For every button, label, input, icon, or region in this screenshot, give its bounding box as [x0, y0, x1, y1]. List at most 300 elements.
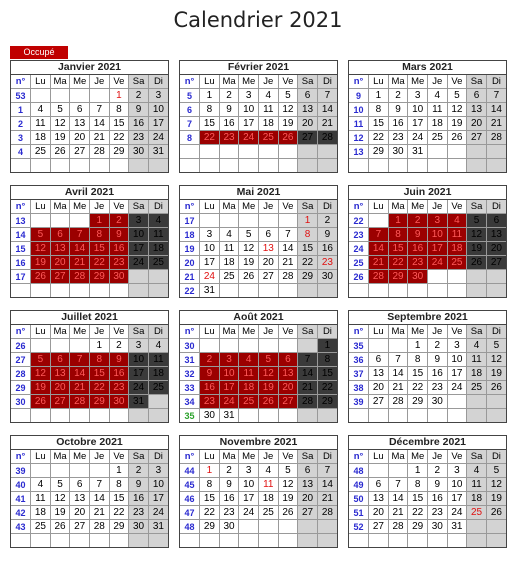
- day-cell[interactable]: 8: [298, 228, 318, 242]
- day-cell[interactable]: 19: [486, 367, 506, 381]
- day-cell[interactable]: 5: [486, 339, 506, 353]
- day-cell[interactable]: 10: [239, 103, 259, 117]
- day-cell[interactable]: 21: [70, 256, 90, 270]
- day-cell[interactable]: 25: [447, 256, 467, 270]
- day-cell[interactable]: 29: [298, 270, 318, 284]
- day-cell[interactable]: 17: [148, 117, 168, 131]
- day-cell[interactable]: 4: [428, 89, 448, 103]
- day-cell[interactable]: 15: [200, 117, 220, 131]
- day-cell[interactable]: 27: [467, 131, 487, 145]
- day-cell[interactable]: 28: [317, 131, 337, 145]
- day-cell[interactable]: 8: [408, 353, 428, 367]
- day-cell[interactable]: 21: [369, 256, 389, 270]
- day-cell[interactable]: 6: [50, 228, 70, 242]
- day-cell[interactable]: 24: [148, 506, 168, 520]
- day-cell[interactable]: 2: [129, 464, 149, 478]
- day-cell[interactable]: 22: [200, 131, 220, 145]
- day-cell[interactable]: 24: [408, 131, 428, 145]
- day-cell[interactable]: 2: [109, 339, 129, 353]
- day-cell[interactable]: 26: [50, 145, 70, 159]
- day-cell[interactable]: 5: [31, 353, 51, 367]
- day-cell[interactable]: 6: [70, 103, 90, 117]
- day-cell[interactable]: 1: [109, 89, 129, 103]
- day-cell[interactable]: 5: [31, 228, 51, 242]
- day-cell[interactable]: 28: [388, 395, 408, 409]
- day-cell[interactable]: 13: [467, 103, 487, 117]
- day-cell[interactable]: 30: [200, 409, 220, 423]
- day-cell[interactable]: 30: [129, 520, 149, 534]
- day-cell[interactable]: 31: [148, 145, 168, 159]
- day-cell[interactable]: 4: [259, 464, 279, 478]
- day-cell[interactable]: 15: [109, 117, 129, 131]
- day-cell[interactable]: 19: [486, 492, 506, 506]
- day-cell[interactable]: 28: [278, 270, 298, 284]
- day-cell[interactable]: 24: [239, 506, 259, 520]
- day-cell[interactable]: 30: [129, 145, 149, 159]
- day-cell[interactable]: 26: [31, 270, 51, 284]
- day-cell[interactable]: 20: [369, 506, 389, 520]
- day-cell[interactable]: 13: [369, 492, 389, 506]
- day-cell[interactable]: 26: [31, 395, 51, 409]
- day-cell[interactable]: 25: [219, 270, 239, 284]
- day-cell[interactable]: 4: [219, 228, 239, 242]
- day-cell[interactable]: 5: [278, 89, 298, 103]
- day-cell[interactable]: 31: [447, 520, 467, 534]
- day-cell[interactable]: 10: [239, 478, 259, 492]
- day-cell[interactable]: 2: [428, 339, 448, 353]
- day-cell[interactable]: 30: [408, 270, 428, 284]
- day-cell[interactable]: 12: [31, 367, 51, 381]
- day-cell[interactable]: 24: [148, 131, 168, 145]
- day-cell[interactable]: 14: [317, 478, 337, 492]
- day-cell[interactable]: 16: [317, 242, 337, 256]
- day-cell[interactable]: 28: [90, 145, 110, 159]
- day-cell[interactable]: 11: [31, 117, 51, 131]
- day-cell[interactable]: 28: [317, 506, 337, 520]
- day-cell[interactable]: 7: [369, 228, 389, 242]
- day-cell[interactable]: 4: [31, 478, 51, 492]
- day-cell[interactable]: 1: [298, 214, 318, 228]
- day-cell[interactable]: 24: [129, 256, 149, 270]
- day-cell[interactable]: 5: [50, 478, 70, 492]
- day-cell[interactable]: 14: [298, 367, 318, 381]
- day-cell[interactable]: 3: [447, 464, 467, 478]
- day-cell[interactable]: 27: [259, 270, 279, 284]
- day-cell[interactable]: 3: [129, 339, 149, 353]
- day-cell[interactable]: 9: [129, 478, 149, 492]
- day-cell[interactable]: 25: [148, 381, 168, 395]
- day-cell[interactable]: 19: [467, 242, 487, 256]
- day-cell[interactable]: 6: [467, 89, 487, 103]
- day-cell[interactable]: 27: [298, 506, 318, 520]
- day-cell[interactable]: 19: [239, 256, 259, 270]
- day-cell[interactable]: 5: [467, 214, 487, 228]
- day-cell[interactable]: 9: [388, 103, 408, 117]
- day-cell[interactable]: 28: [298, 395, 318, 409]
- day-cell[interactable]: 17: [219, 381, 239, 395]
- day-cell[interactable]: 29: [109, 520, 129, 534]
- day-cell[interactable]: 17: [129, 242, 149, 256]
- day-cell[interactable]: 16: [219, 117, 239, 131]
- day-cell[interactable]: 13: [70, 117, 90, 131]
- day-cell[interactable]: 20: [50, 381, 70, 395]
- day-cell[interactable]: 18: [31, 506, 51, 520]
- day-cell[interactable]: 15: [317, 367, 337, 381]
- day-cell[interactable]: 21: [90, 131, 110, 145]
- day-cell[interactable]: 2: [388, 89, 408, 103]
- day-cell[interactable]: 30: [428, 395, 448, 409]
- day-cell[interactable]: 21: [298, 381, 318, 395]
- day-cell[interactable]: 1: [90, 214, 110, 228]
- day-cell[interactable]: 14: [486, 103, 506, 117]
- day-cell[interactable]: 24: [129, 381, 149, 395]
- day-cell[interactable]: 13: [50, 367, 70, 381]
- day-cell[interactable]: 6: [298, 89, 318, 103]
- day-cell[interactable]: 21: [90, 506, 110, 520]
- day-cell[interactable]: 25: [428, 131, 448, 145]
- day-cell[interactable]: 17: [408, 117, 428, 131]
- day-cell[interactable]: 25: [148, 256, 168, 270]
- day-cell[interactable]: 3: [239, 89, 259, 103]
- day-cell[interactable]: 13: [259, 242, 279, 256]
- day-cell[interactable]: 10: [408, 103, 428, 117]
- day-cell[interactable]: 11: [467, 353, 487, 367]
- day-cell[interactable]: 16: [428, 367, 448, 381]
- day-cell[interactable]: 12: [447, 103, 467, 117]
- day-cell[interactable]: 8: [369, 103, 389, 117]
- day-cell[interactable]: 7: [70, 228, 90, 242]
- day-cell[interactable]: 30: [428, 520, 448, 534]
- day-cell[interactable]: 28: [70, 270, 90, 284]
- day-cell[interactable]: 15: [408, 367, 428, 381]
- day-cell[interactable]: 12: [278, 103, 298, 117]
- day-cell[interactable]: 13: [298, 103, 318, 117]
- day-cell[interactable]: 29: [388, 270, 408, 284]
- day-cell[interactable]: 29: [369, 145, 389, 159]
- day-cell[interactable]: 29: [317, 395, 337, 409]
- day-cell[interactable]: 18: [31, 131, 51, 145]
- day-cell[interactable]: 23: [428, 381, 448, 395]
- day-cell[interactable]: 11: [31, 492, 51, 506]
- day-cell[interactable]: 22: [317, 381, 337, 395]
- day-cell[interactable]: 4: [467, 339, 487, 353]
- day-cell[interactable]: 18: [259, 492, 279, 506]
- day-cell[interactable]: 15: [388, 242, 408, 256]
- day-cell[interactable]: 30: [388, 145, 408, 159]
- day-cell[interactable]: 28: [388, 520, 408, 534]
- day-cell[interactable]: 16: [408, 242, 428, 256]
- day-cell[interactable]: 20: [467, 117, 487, 131]
- day-cell[interactable]: 26: [278, 131, 298, 145]
- day-cell[interactable]: 11: [148, 353, 168, 367]
- day-cell[interactable]: 25: [239, 395, 259, 409]
- day-cell[interactable]: 3: [148, 464, 168, 478]
- day-cell[interactable]: 19: [278, 117, 298, 131]
- day-cell[interactable]: 18: [428, 117, 448, 131]
- day-cell[interactable]: 3: [129, 214, 149, 228]
- day-cell[interactable]: 26: [278, 506, 298, 520]
- day-cell[interactable]: 6: [298, 464, 318, 478]
- day-cell[interactable]: 18: [467, 367, 487, 381]
- day-cell[interactable]: 21: [317, 492, 337, 506]
- day-cell[interactable]: 19: [259, 381, 279, 395]
- day-cell[interactable]: 14: [70, 242, 90, 256]
- day-cell[interactable]: 30: [317, 270, 337, 284]
- day-cell[interactable]: 11: [259, 478, 279, 492]
- day-cell[interactable]: 3: [428, 214, 448, 228]
- day-cell[interactable]: 6: [278, 353, 298, 367]
- day-cell[interactable]: 11: [259, 103, 279, 117]
- day-cell[interactable]: 26: [467, 256, 487, 270]
- day-cell[interactable]: 7: [486, 89, 506, 103]
- day-cell[interactable]: 22: [109, 131, 129, 145]
- day-cell[interactable]: 6: [50, 353, 70, 367]
- day-cell[interactable]: 12: [239, 242, 259, 256]
- day-cell[interactable]: 11: [428, 103, 448, 117]
- day-cell[interactable]: 22: [388, 256, 408, 270]
- day-cell[interactable]: 4: [148, 339, 168, 353]
- day-cell[interactable]: 4: [259, 89, 279, 103]
- day-cell[interactable]: 1: [90, 339, 110, 353]
- day-cell[interactable]: 9: [109, 353, 129, 367]
- day-cell[interactable]: 9: [219, 478, 239, 492]
- day-cell[interactable]: 23: [109, 381, 129, 395]
- day-cell[interactable]: 26: [50, 520, 70, 534]
- day-cell[interactable]: 14: [90, 492, 110, 506]
- day-cell[interactable]: 18: [447, 242, 467, 256]
- day-cell[interactable]: 22: [90, 256, 110, 270]
- day-cell[interactable]: 17: [239, 117, 259, 131]
- day-cell[interactable]: 14: [90, 117, 110, 131]
- day-cell[interactable]: 18: [467, 492, 487, 506]
- day-cell[interactable]: 23: [408, 256, 428, 270]
- day-cell[interactable]: 26: [239, 270, 259, 284]
- day-cell[interactable]: 16: [428, 492, 448, 506]
- day-cell[interactable]: 20: [50, 256, 70, 270]
- day-cell[interactable]: 19: [447, 117, 467, 131]
- day-cell[interactable]: 12: [278, 478, 298, 492]
- day-cell[interactable]: 2: [428, 464, 448, 478]
- day-cell[interactable]: 26: [486, 381, 506, 395]
- day-cell[interactable]: 23: [388, 131, 408, 145]
- day-cell[interactable]: 25: [259, 131, 279, 145]
- day-cell[interactable]: 14: [388, 492, 408, 506]
- day-cell[interactable]: 21: [278, 256, 298, 270]
- day-cell[interactable]: 24: [239, 131, 259, 145]
- day-cell[interactable]: 17: [129, 367, 149, 381]
- day-cell[interactable]: 8: [408, 478, 428, 492]
- day-cell[interactable]: 5: [50, 103, 70, 117]
- day-cell[interactable]: 10: [200, 242, 220, 256]
- day-cell[interactable]: 31: [129, 395, 149, 409]
- day-cell[interactable]: 6: [70, 478, 90, 492]
- day-cell[interactable]: 27: [50, 395, 70, 409]
- day-cell[interactable]: 1: [200, 89, 220, 103]
- day-cell[interactable]: 16: [129, 117, 149, 131]
- day-cell[interactable]: 23: [219, 506, 239, 520]
- day-cell[interactable]: 21: [388, 381, 408, 395]
- day-cell[interactable]: 4: [148, 214, 168, 228]
- day-cell[interactable]: 16: [219, 492, 239, 506]
- day-cell[interactable]: 3: [447, 339, 467, 353]
- day-cell[interactable]: 16: [109, 367, 129, 381]
- day-cell[interactable]: 10: [428, 228, 448, 242]
- day-cell[interactable]: 6: [259, 228, 279, 242]
- day-cell[interactable]: 2: [408, 214, 428, 228]
- day-cell[interactable]: 5: [278, 464, 298, 478]
- day-cell[interactable]: 12: [50, 492, 70, 506]
- day-cell[interactable]: 9: [428, 353, 448, 367]
- day-cell[interactable]: 24: [447, 381, 467, 395]
- day-cell[interactable]: 5: [486, 464, 506, 478]
- day-cell[interactable]: 8: [109, 103, 129, 117]
- day-cell[interactable]: 13: [369, 367, 389, 381]
- day-cell[interactable]: 17: [447, 367, 467, 381]
- day-cell[interactable]: 9: [129, 103, 149, 117]
- day-cell[interactable]: 9: [219, 103, 239, 117]
- day-cell[interactable]: 6: [369, 478, 389, 492]
- day-cell[interactable]: 20: [259, 256, 279, 270]
- day-cell[interactable]: 3: [148, 89, 168, 103]
- day-cell[interactable]: 18: [219, 256, 239, 270]
- day-cell[interactable]: 18: [259, 117, 279, 131]
- day-cell[interactable]: 23: [219, 131, 239, 145]
- day-cell[interactable]: 26: [259, 395, 279, 409]
- day-cell[interactable]: 29: [109, 145, 129, 159]
- day-cell[interactable]: 12: [486, 353, 506, 367]
- day-cell[interactable]: 6: [369, 353, 389, 367]
- day-cell[interactable]: 8: [109, 478, 129, 492]
- day-cell[interactable]: 4: [239, 353, 259, 367]
- day-cell[interactable]: 15: [200, 492, 220, 506]
- day-cell[interactable]: 23: [200, 395, 220, 409]
- day-cell[interactable]: 9: [200, 367, 220, 381]
- day-cell[interactable]: 17: [148, 492, 168, 506]
- day-cell[interactable]: 22: [408, 506, 428, 520]
- day-cell[interactable]: 11: [219, 242, 239, 256]
- day-cell[interactable]: 27: [369, 520, 389, 534]
- day-cell[interactable]: 23: [109, 256, 129, 270]
- day-cell[interactable]: 27: [298, 131, 318, 145]
- day-cell[interactable]: 24: [200, 270, 220, 284]
- day-cell[interactable]: 6: [486, 214, 506, 228]
- day-cell[interactable]: 2: [219, 89, 239, 103]
- day-cell[interactable]: 10: [447, 478, 467, 492]
- day-cell[interactable]: 7: [317, 89, 337, 103]
- day-cell[interactable]: 21: [486, 117, 506, 131]
- day-cell[interactable]: 28: [486, 131, 506, 145]
- day-cell[interactable]: 22: [369, 131, 389, 145]
- day-cell[interactable]: 14: [317, 103, 337, 117]
- day-cell[interactable]: 7: [388, 478, 408, 492]
- day-cell[interactable]: 18: [148, 367, 168, 381]
- day-cell[interactable]: 5: [239, 228, 259, 242]
- day-cell[interactable]: 2: [129, 89, 149, 103]
- day-cell[interactable]: 24: [447, 506, 467, 520]
- day-cell[interactable]: 23: [428, 506, 448, 520]
- day-cell[interactable]: 2: [109, 214, 129, 228]
- day-cell[interactable]: 10: [129, 353, 149, 367]
- day-cell[interactable]: 8: [317, 353, 337, 367]
- day-cell[interactable]: 20: [298, 117, 318, 131]
- day-cell[interactable]: 22: [200, 506, 220, 520]
- day-cell[interactable]: 26: [447, 131, 467, 145]
- day-cell[interactable]: 8: [90, 353, 110, 367]
- day-cell[interactable]: 7: [90, 478, 110, 492]
- day-cell[interactable]: 20: [70, 131, 90, 145]
- day-cell[interactable]: 25: [467, 506, 487, 520]
- day-cell[interactable]: 22: [90, 381, 110, 395]
- day-cell[interactable]: 9: [408, 228, 428, 242]
- day-cell[interactable]: 8: [90, 228, 110, 242]
- day-cell[interactable]: 27: [70, 520, 90, 534]
- day-cell[interactable]: 5: [259, 353, 279, 367]
- day-cell[interactable]: 20: [298, 492, 318, 506]
- day-cell[interactable]: 30: [219, 520, 239, 534]
- day-cell[interactable]: 12: [467, 228, 487, 242]
- day-cell[interactable]: 31: [219, 409, 239, 423]
- day-cell[interactable]: 1: [317, 339, 337, 353]
- day-cell[interactable]: 23: [317, 256, 337, 270]
- day-cell[interactable]: 29: [408, 395, 428, 409]
- day-cell[interactable]: 19: [278, 492, 298, 506]
- day-cell[interactable]: 9: [317, 228, 337, 242]
- day-cell[interactable]: 1: [408, 464, 428, 478]
- day-cell[interactable]: 17: [428, 242, 448, 256]
- day-cell[interactable]: 3: [200, 228, 220, 242]
- day-cell[interactable]: 12: [50, 117, 70, 131]
- day-cell[interactable]: 14: [70, 367, 90, 381]
- day-cell[interactable]: 20: [70, 506, 90, 520]
- day-cell[interactable]: 14: [278, 242, 298, 256]
- day-cell[interactable]: 9: [109, 228, 129, 242]
- day-cell[interactable]: 19: [31, 381, 51, 395]
- day-cell[interactable]: 13: [278, 367, 298, 381]
- day-cell[interactable]: 20: [369, 381, 389, 395]
- day-cell[interactable]: 7: [70, 353, 90, 367]
- day-cell[interactable]: 25: [31, 520, 51, 534]
- day-cell[interactable]: 27: [70, 145, 90, 159]
- day-cell[interactable]: 10: [129, 228, 149, 242]
- day-cell[interactable]: 1: [109, 464, 129, 478]
- day-cell[interactable]: 15: [109, 492, 129, 506]
- day-cell[interactable]: 3: [408, 89, 428, 103]
- day-cell[interactable]: 13: [70, 492, 90, 506]
- day-cell[interactable]: 8: [200, 478, 220, 492]
- day-cell[interactable]: 24: [219, 395, 239, 409]
- day-cell[interactable]: 7: [388, 353, 408, 367]
- day-cell[interactable]: 21: [317, 117, 337, 131]
- day-cell[interactable]: 15: [298, 242, 318, 256]
- day-cell[interactable]: 23: [129, 131, 149, 145]
- day-cell[interactable]: 23: [129, 506, 149, 520]
- day-cell[interactable]: 8: [388, 228, 408, 242]
- day-cell[interactable]: 22: [298, 256, 318, 270]
- day-cell[interactable]: 17: [239, 492, 259, 506]
- day-cell[interactable]: 10: [148, 103, 168, 117]
- day-cell[interactable]: 11: [148, 228, 168, 242]
- day-cell[interactable]: 30: [109, 270, 129, 284]
- day-cell[interactable]: 15: [369, 117, 389, 131]
- day-cell[interactable]: 20: [278, 381, 298, 395]
- day-cell[interactable]: 19: [50, 131, 70, 145]
- day-cell[interactable]: 12: [259, 367, 279, 381]
- day-cell[interactable]: 26: [486, 506, 506, 520]
- day-cell[interactable]: 18: [148, 242, 168, 256]
- day-cell[interactable]: 7: [317, 464, 337, 478]
- day-cell[interactable]: 19: [31, 256, 51, 270]
- day-cell[interactable]: 12: [486, 478, 506, 492]
